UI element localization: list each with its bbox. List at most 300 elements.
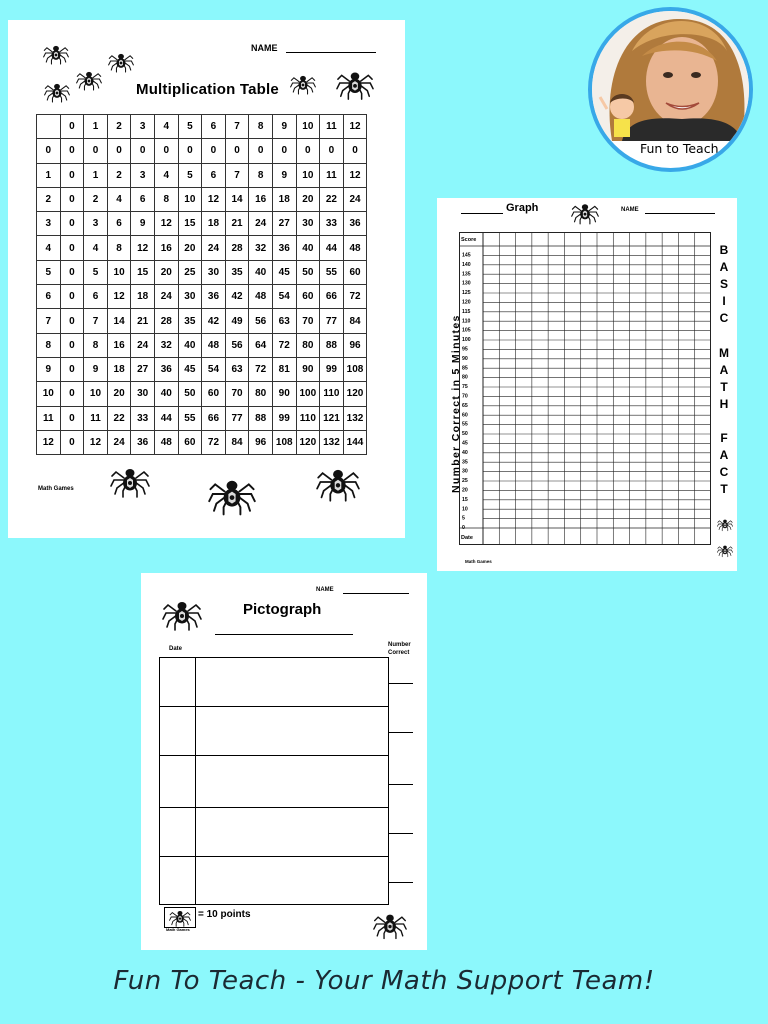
spider-icon — [108, 48, 134, 74]
score-tick: 130 — [462, 280, 471, 287]
table-cell: 0 — [60, 115, 84, 139]
table-cell: 16 — [154, 236, 178, 260]
table-cell: 7 — [225, 115, 249, 139]
table-cell: 40 — [178, 333, 202, 357]
table-cell: 5 — [84, 260, 108, 284]
spider-icon — [167, 906, 193, 928]
table-cell: 0 — [60, 357, 84, 381]
name-label: NAME — [621, 207, 639, 213]
score-tick: 5 — [462, 515, 465, 522]
score-tick: 60 — [462, 412, 468, 419]
table-cell: 55 — [320, 260, 344, 284]
score-label: Score — [461, 237, 477, 243]
table-cell: 60 — [202, 382, 226, 406]
table-row — [37, 382, 367, 406]
table-cell: 7 — [37, 309, 61, 333]
fun-to-teach-logo — [588, 7, 753, 172]
table-cell: 66 — [202, 406, 226, 430]
table-cell: 54 — [202, 357, 226, 381]
table-cell: 36 — [131, 430, 155, 454]
table-row — [37, 260, 367, 284]
table-cell: 27 — [131, 357, 155, 381]
table-cell: 14 — [107, 309, 131, 333]
table-cell: 32 — [249, 236, 273, 260]
date-column-divider — [195, 658, 196, 904]
table-cell: 0 — [60, 382, 84, 406]
table-cell: 60 — [178, 430, 202, 454]
table-cell: 55 — [178, 406, 202, 430]
score-tick: 25 — [462, 478, 468, 485]
table-cell: 4 — [37, 236, 61, 260]
spider-icon — [367, 907, 413, 941]
table-row — [37, 406, 367, 430]
table-cell: 32 — [154, 333, 178, 357]
table-row — [37, 285, 367, 309]
table-cell: 0 — [178, 139, 202, 163]
table-cell: 24 — [154, 285, 178, 309]
table-cell: 12 — [131, 236, 155, 260]
table-cell: 36 — [202, 285, 226, 309]
key-box — [164, 907, 196, 928]
table-cell: 10 — [296, 163, 320, 187]
pictograph-title: Pictograph — [243, 601, 322, 618]
table-cell: 0 — [272, 139, 296, 163]
score-tick: 55 — [462, 421, 468, 428]
table-cell: 2 — [107, 163, 131, 187]
table-cell: 24 — [343, 187, 367, 211]
score-tick: 105 — [462, 327, 471, 334]
spider-icon — [334, 64, 376, 102]
score-tick: 100 — [462, 337, 471, 344]
table-cell: 18 — [272, 187, 296, 211]
table-cell: 0 — [60, 260, 84, 284]
score-tick: 40 — [462, 449, 468, 456]
table-cell: 11 — [37, 406, 61, 430]
table-cell: 77 — [320, 309, 344, 333]
table-cell: 40 — [154, 382, 178, 406]
table-cell: 25 — [178, 260, 202, 284]
table-cell: 36 — [272, 236, 296, 260]
score-tick: 50 — [462, 431, 468, 438]
footer-text: Math Games — [166, 927, 190, 932]
teacher-photo — [592, 11, 753, 141]
table-cell: 48 — [154, 430, 178, 454]
table-cell: 2 — [37, 187, 61, 211]
score-tick: 20 — [462, 487, 468, 494]
graph-title: Graph — [506, 202, 539, 214]
table-cell: 110 — [320, 382, 344, 406]
table-cell: 3 — [84, 212, 108, 236]
table-cell: 121 — [320, 406, 344, 430]
table-cell: 9 — [84, 357, 108, 381]
score-tick: 90 — [462, 355, 468, 362]
score-tick: 65 — [462, 402, 468, 409]
table-cell: 40 — [249, 260, 273, 284]
side-letter: A — [719, 448, 729, 463]
table-cell: 7 — [225, 163, 249, 187]
table-header-row — [37, 115, 367, 139]
row-divider — [160, 807, 388, 808]
table-cell: 36 — [154, 357, 178, 381]
table-cell: 0 — [107, 139, 131, 163]
table-cell: 0 — [60, 285, 84, 309]
table-cell: 54 — [272, 285, 296, 309]
table-cell: 0 — [154, 139, 178, 163]
score-tick: 30 — [462, 468, 468, 475]
table-cell: 6 — [202, 163, 226, 187]
table-cell: 45 — [178, 357, 202, 381]
table-cell: 44 — [154, 406, 178, 430]
table-cell: 3 — [37, 212, 61, 236]
multiplication-table-sheet — [8, 20, 405, 538]
side-letter: C — [719, 465, 729, 480]
table-cell: 20 — [178, 236, 202, 260]
table-cell: 12 — [154, 212, 178, 236]
score-tick: 140 — [462, 261, 471, 268]
multiplication-title: Multiplication Table — [136, 81, 279, 98]
table-cell: 10 — [178, 187, 202, 211]
table-cell: 70 — [225, 382, 249, 406]
table-cell: 50 — [178, 382, 202, 406]
side-letter: F — [720, 431, 728, 446]
score-tick: 110 — [462, 318, 471, 325]
date-label: Date — [461, 535, 473, 541]
table-cell: 22 — [320, 187, 344, 211]
table-cell: 10 — [37, 382, 61, 406]
table-cell: 6 — [202, 115, 226, 139]
table-cell: 90 — [272, 382, 296, 406]
table-row — [37, 333, 367, 357]
table-cell: 9 — [272, 163, 296, 187]
table-cell: 2 — [84, 187, 108, 211]
table-cell: 49 — [225, 309, 249, 333]
vertical-axis-label: Number Correct in 5 Minutes — [450, 314, 462, 493]
table-cell: 10 — [84, 382, 108, 406]
footer-text: Math Games — [465, 559, 492, 564]
table-row — [37, 236, 367, 260]
side-letter: A — [719, 260, 729, 275]
table-cell: 90 — [296, 357, 320, 381]
table-cell: 24 — [249, 212, 273, 236]
score-tick: 75 — [462, 384, 468, 391]
name-line — [645, 213, 715, 214]
title-line — [461, 213, 503, 214]
table-cell: 18 — [107, 357, 131, 381]
title-line — [215, 634, 353, 635]
table-cell: 64 — [249, 333, 273, 357]
table-cell: 12 — [343, 115, 367, 139]
table-cell: 14 — [225, 187, 249, 211]
table-cell: 42 — [202, 309, 226, 333]
correct-label: Correct — [388, 650, 410, 656]
table-cell: 5 — [178, 115, 202, 139]
number-correct-label — [388, 641, 411, 657]
table-cell: 1 — [84, 115, 108, 139]
table-cell: 2 — [107, 115, 131, 139]
spider-icon — [563, 198, 607, 226]
table-cell: 88 — [249, 406, 273, 430]
table-cell: 10 — [107, 260, 131, 284]
spider-icon — [717, 542, 733, 558]
table-cell: 33 — [131, 406, 155, 430]
spider-icon — [717, 516, 733, 532]
table-cell — [37, 115, 61, 139]
table-cell: 10 — [296, 115, 320, 139]
table-cell: 0 — [60, 236, 84, 260]
table-row — [37, 139, 367, 163]
table-row — [37, 430, 367, 454]
table-row — [37, 163, 367, 187]
table-cell: 27 — [272, 212, 296, 236]
table-cell: 30 — [202, 260, 226, 284]
table-cell: 8 — [249, 163, 273, 187]
number-label: Number — [388, 642, 411, 648]
table-cell: 4 — [84, 236, 108, 260]
table-cell: 50 — [296, 260, 320, 284]
table-cell: 48 — [202, 333, 226, 357]
table-cell: 0 — [60, 406, 84, 430]
spider-icon — [43, 40, 69, 66]
table-row — [37, 309, 367, 333]
score-tick: 145 — [462, 252, 471, 259]
row-divider — [160, 856, 388, 857]
table-cell: 132 — [320, 430, 344, 454]
table-cell: 24 — [107, 430, 131, 454]
table-cell: 56 — [225, 333, 249, 357]
table-cell: 0 — [60, 212, 84, 236]
table-cell: 144 — [343, 430, 367, 454]
score-tick: 80 — [462, 374, 468, 381]
table-cell: 0 — [296, 139, 320, 163]
table-cell: 56 — [249, 309, 273, 333]
score-line — [389, 732, 413, 733]
score-tick: 95 — [462, 346, 468, 353]
table-cell: 132 — [343, 406, 367, 430]
table-cell: 60 — [343, 260, 367, 284]
spider-icon — [308, 460, 368, 504]
side-letter — [717, 327, 731, 344]
table-cell: 110 — [296, 406, 320, 430]
table-cell: 18 — [202, 212, 226, 236]
table-cell: 0 — [60, 187, 84, 211]
table-cell: 80 — [296, 333, 320, 357]
spider-icon — [76, 66, 102, 92]
table-cell: 22 — [107, 406, 131, 430]
table-cell: 63 — [272, 309, 296, 333]
table-cell: 8 — [107, 236, 131, 260]
table-cell: 96 — [343, 333, 367, 357]
table-cell: 66 — [320, 285, 344, 309]
side-letter: A — [719, 362, 729, 377]
table-cell: 60 — [296, 285, 320, 309]
table-cell: 20 — [154, 260, 178, 284]
table-cell: 0 — [249, 139, 273, 163]
table-cell: 16 — [249, 187, 273, 211]
side-letter: S — [719, 277, 728, 292]
side-letter: T — [720, 482, 728, 497]
score-line — [389, 784, 413, 785]
side-letter: C — [719, 311, 729, 326]
table-cell: 9 — [272, 115, 296, 139]
table-cell: 0 — [202, 139, 226, 163]
footer-text: Math Games — [38, 486, 74, 492]
table-cell: 11 — [84, 406, 108, 430]
table-cell: 20 — [296, 187, 320, 211]
score-tick: 15 — [462, 496, 468, 503]
spider-icon — [100, 460, 160, 500]
side-letter: H — [719, 396, 729, 411]
table-cell: 28 — [154, 309, 178, 333]
row-divider — [160, 706, 388, 707]
grid-border — [460, 233, 711, 545]
spider-icon — [44, 78, 70, 104]
score-tick: 120 — [462, 299, 471, 306]
table-cell: 9 — [37, 357, 61, 381]
name-line — [343, 593, 409, 594]
spider-icon — [202, 470, 262, 518]
table-cell: 3 — [131, 115, 155, 139]
side-letter — [717, 413, 731, 430]
table-cell: 99 — [320, 357, 344, 381]
tagline: Fun To Teach - Your Math Support Team! — [113, 966, 655, 996]
table-cell: 0 — [131, 139, 155, 163]
side-letter: T — [720, 379, 728, 394]
table-cell: 120 — [296, 430, 320, 454]
table-cell: 88 — [320, 333, 344, 357]
table-cell: 63 — [225, 357, 249, 381]
pictograph-sheet — [141, 573, 427, 950]
date-label: Date — [169, 646, 183, 652]
score-tick: 115 — [462, 308, 471, 315]
table-cell: 48 — [343, 236, 367, 260]
table-cell: 12 — [343, 163, 367, 187]
score-tick: 0 — [462, 525, 465, 532]
table-cell: 33 — [320, 212, 344, 236]
table-cell: 30 — [131, 382, 155, 406]
table-cell: 21 — [131, 309, 155, 333]
pictograph-grid — [159, 657, 389, 905]
table-cell: 5 — [178, 163, 202, 187]
table-cell: 7 — [84, 309, 108, 333]
table-cell: 35 — [178, 309, 202, 333]
table-cell: 11 — [320, 163, 344, 187]
table-cell: 6 — [131, 187, 155, 211]
score-tick: 45 — [462, 440, 468, 447]
table-cell: 40 — [296, 236, 320, 260]
spider-icon — [155, 593, 209, 633]
score-tick: 135 — [462, 271, 471, 278]
score-tick: 70 — [462, 393, 468, 400]
multiplication-table — [36, 114, 367, 455]
table-cell: 0 — [60, 430, 84, 454]
key-text: = 10 points — [198, 909, 251, 920]
side-letter: B — [719, 243, 729, 257]
table-cell: 0 — [225, 139, 249, 163]
table-cell: 0 — [60, 333, 84, 357]
table-cell: 72 — [343, 285, 367, 309]
table-cell: 12 — [202, 187, 226, 211]
table-cell: 81 — [272, 357, 296, 381]
table-cell: 70 — [296, 309, 320, 333]
side-letter: M — [719, 345, 729, 360]
score-line — [389, 833, 413, 834]
table-cell: 77 — [225, 406, 249, 430]
logo-text: Fun to Teach — [640, 141, 719, 156]
score-tick: 125 — [462, 290, 471, 297]
table-cell: 42 — [225, 285, 249, 309]
table-cell: 12 — [84, 430, 108, 454]
score-tick: 35 — [462, 459, 468, 466]
table-cell: 4 — [154, 115, 178, 139]
table-cell: 0 — [343, 139, 367, 163]
table-cell: 4 — [154, 163, 178, 187]
spider-icon — [290, 70, 316, 96]
table-cell: 96 — [249, 430, 273, 454]
table-cell: 8 — [249, 115, 273, 139]
table-cell: 108 — [343, 357, 367, 381]
table-row — [37, 357, 367, 381]
table-cell: 35 — [225, 260, 249, 284]
table-cell: 0 — [60, 163, 84, 187]
table-cell: 0 — [60, 309, 84, 333]
side-title — [717, 242, 731, 498]
score-line — [389, 683, 413, 684]
graph-sheet — [437, 198, 737, 571]
table-cell: 72 — [249, 357, 273, 381]
table-cell: 15 — [178, 212, 202, 236]
table-cell: 0 — [60, 139, 84, 163]
score-line — [389, 882, 413, 883]
table-row — [37, 187, 367, 211]
table-cell: 120 — [343, 382, 367, 406]
side-letter: I — [722, 294, 726, 309]
table-cell: 18 — [131, 285, 155, 309]
score-tick: 85 — [462, 365, 468, 372]
row-divider — [160, 755, 388, 756]
score-tick: 10 — [462, 506, 468, 513]
table-cell: 44 — [320, 236, 344, 260]
name-label: NAME — [251, 43, 278, 53]
table-cell: 8 — [37, 333, 61, 357]
table-cell: 6 — [37, 285, 61, 309]
table-cell: 30 — [178, 285, 202, 309]
table-cell: 48 — [249, 285, 273, 309]
table-cell: 99 — [272, 406, 296, 430]
table-cell: 6 — [107, 212, 131, 236]
table-cell: 72 — [202, 430, 226, 454]
table-cell: 8 — [154, 187, 178, 211]
table-cell: 84 — [343, 309, 367, 333]
score-grid — [459, 232, 711, 545]
table-cell: 9 — [131, 212, 155, 236]
table-cell: 28 — [225, 236, 249, 260]
table-cell: 1 — [37, 163, 61, 187]
table-cell: 0 — [37, 139, 61, 163]
table-cell: 84 — [225, 430, 249, 454]
table-cell: 20 — [107, 382, 131, 406]
table-cell: 36 — [343, 212, 367, 236]
table-cell: 100 — [296, 382, 320, 406]
table-cell: 6 — [84, 285, 108, 309]
table-cell: 45 — [272, 260, 296, 284]
table-cell: 1 — [84, 163, 108, 187]
table-cell: 0 — [320, 139, 344, 163]
table-cell: 11 — [320, 115, 344, 139]
table-cell: 12 — [37, 430, 61, 454]
table-cell: 16 — [107, 333, 131, 357]
name-label: NAME — [316, 587, 334, 593]
table-cell: 72 — [272, 333, 296, 357]
